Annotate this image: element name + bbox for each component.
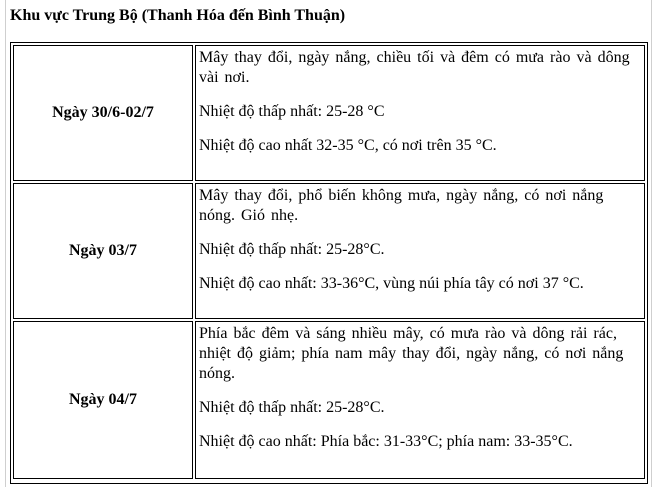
weather-summary-text: Mây thay đổi, ngày nắng, chiều tối và đêm có mưa rào và dông vài nơi. xyxy=(199,49,630,86)
min-temperature-text: Nhiệt độ thấp nhất: 25-28 °C xyxy=(199,103,385,120)
forecast-table xyxy=(10,42,648,484)
forecast-description-cell xyxy=(195,321,645,479)
forecast-row-2 xyxy=(13,183,645,319)
section-title: Khu vực Trung Bộ (Thanh Hóa đến Bình Thuận) xyxy=(10,7,346,24)
max-temperature-text: Nhiệt độ cao nhất: Phía bắc: 31-33°C; phía nam: 33-35°C. xyxy=(199,433,573,450)
right-border-line xyxy=(651,0,652,487)
min-temperature-text: Nhiệt độ thấp nhất: 25-28°C. xyxy=(199,399,385,416)
min-temperature-text: Nhiệt độ thấp nhất: 25-28°C. xyxy=(199,241,385,258)
left-border-line xyxy=(5,0,6,487)
forecast-description-cell xyxy=(195,45,645,181)
forecast-date-cell: Ngày 04/7 xyxy=(13,321,193,479)
forecast-row-3 xyxy=(13,321,645,479)
max-temperature-text: Nhiệt độ cao nhất: 33-36°C, vùng núi phía tây có nơi 37 °C. xyxy=(199,275,584,292)
forecast-date-cell: Ngày 30/6-02/7 xyxy=(13,45,193,181)
forecast-description-cell xyxy=(195,183,645,319)
weather-summary-text: Mây thay đổi, phổ biến không mưa, ngày nắng, có nơi nắng nóng. Gió nhẹ. xyxy=(199,187,604,224)
forecast-row-1 xyxy=(13,45,645,181)
weather-summary-text: Phía bắc đêm và sáng nhiều mây, có mưa rào và dông rải rác, nhiệt độ giảm; phía nam mây thay đổi, ngày nắng, có nơi nắng nóng. xyxy=(199,325,624,382)
max-temperature-text: Nhiệt độ cao nhất 32-35 °C, có nơi trên 35 °C. xyxy=(199,137,497,154)
forecast-date-cell: Ngày 03/7 xyxy=(13,183,193,319)
